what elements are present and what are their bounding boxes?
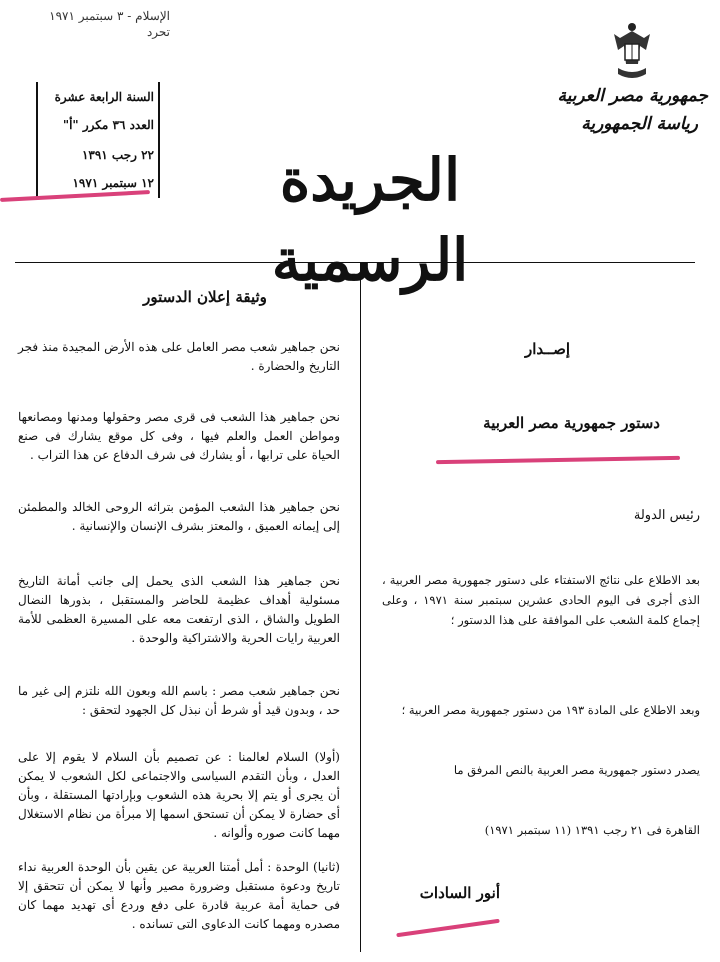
declaration-paragraph: (ثانيا) الوحدة : أمل أمتنا العربية عن يقين بأن الوحدة العربية نداء تاريخ ودعوة مستقبل وضرورة مصير وأنها لا يمكن أن تتحقق إلا فى حماية أمة عربية قادرة على دفع وردع أى تهديد مهما كان مصدره ومهما كانت الدعاوى التى تسانده .: [18, 860, 340, 931]
column-divider: [360, 262, 361, 952]
stamp-number: العدد ٣٦ مكرر "أ": [62, 118, 154, 132]
highlight-constitution: [436, 456, 680, 464]
stamp-top-line: الإسلام - ٣ سبتمبر ١٩٧١: [49, 9, 170, 23]
eagle-emblem-icon: [610, 20, 654, 82]
declaration-title: وثيقة إعلان الدستور: [143, 288, 267, 306]
declaration-paragraph: نحن جماهير هذا الشعب المؤمن بتراثه الروحى الخالد والمطمئن إلى إيمانه العميق ، والمعتز بشرف الإنسان والإنسانية .: [18, 500, 340, 533]
highlight-signature: [396, 919, 500, 937]
declaration-paragraph: (أولا) السلام لعالمنا : عن تصميم بأن السلام لا يقوم إلا على العدل ، وبأن التقدم السياسى والاجتماعى لكل الشعوب لا يمكن أن يجرى أو يتم إلا بحرية هذه الشعوب وبإرادتها المستقلة ، وبأن أى حضارة لا يمكن أن تستحق اسمها إلا مبرأة من نظام الاستغلال مهما كانت صوره وألوانه .: [18, 750, 340, 840]
issue-stamp: [36, 82, 160, 198]
presidency-name: رياسة الجمهورية: [581, 114, 698, 134]
constitution-title: دستور جمهورية مصر العربية: [483, 414, 660, 432]
issuance-paragraph: بعد الاطلاع على نتائج الاستفتاء على دستور جمهورية مصر العربية ، الذى أجرى فى اليوم الحادى عشرين سبتمبر سنة ١٩٧١ ، وعلى إجماع كلمة الشعب على الموافقة على هذا الدستور ؛: [382, 573, 700, 627]
issuance-paragraph: يصدر دستور جمهورية مصر العربية بالنص المرفق ما: [453, 763, 700, 777]
declaration-paragraph: نحن جماهير هذا الشعب فى قرى مصر وحقولها ومدنها ومصانعها ومواطن العمل والعلم فيها ، وفى كل موقع يشارك فى صنع الحياة على ترابها ، أو يشارك فى شرف الدفاع عن هذا التراب .: [18, 410, 340, 462]
issuance-date: القاهرة فى ٢١ رجب ١٣٩١ (١١ سبتمبر ١٩٧١): [484, 823, 700, 837]
president-signature: أنور السادات: [419, 884, 500, 902]
header-divider: [15, 262, 695, 263]
masthead-title: الجريدة الرسمية: [271, 146, 469, 294]
declaration-paragraph: نحن جماهير هذا الشعب الذى يحمل إلى جانب أمانة التاريخ مسئولية أهداف عظيمة للحاضر والمستقبل ، بذورها النضال الطويل والشاق ، الذى ارتفعت معه على المسيرة العظمى للأمة العربية رايات الحرية والاشتراكية والوحدة .: [18, 574, 340, 645]
declaration-paragraph: نحن جماهير شعب مصر العامل على هذه الأرض المجيدة منذ فجر التاريخ والحضارة .: [18, 340, 340, 373]
stamp-top-line: تحرد: [146, 25, 170, 39]
republic-name: جمهورية مصر العربية: [557, 86, 708, 106]
stamp-year: السنة الرابعة عشرة: [54, 90, 154, 104]
issuance-paragraph: وبعد الاطلاع على المادة ١٩٣ من دستور جمهورية مصر العربية ؛: [401, 703, 700, 717]
stamp-gregorian: ١٢ سبتمبر ١٩٧١: [72, 176, 154, 190]
stamp-hijri: ٢٢ رجب ١٣٩١: [81, 148, 154, 162]
declaration-paragraph: نحن جماهير شعب مصر : باسم الله وبعون الله نلتزم إلى غير ما حد ، وبدون قيد أو شرط أن نبذل كل الجهود لتحقق :: [18, 684, 340, 717]
issuance-heading: إصــدار: [525, 340, 570, 358]
stamp-top-text: [40, 8, 170, 40]
president-title: رئيس الدولة: [633, 508, 700, 523]
